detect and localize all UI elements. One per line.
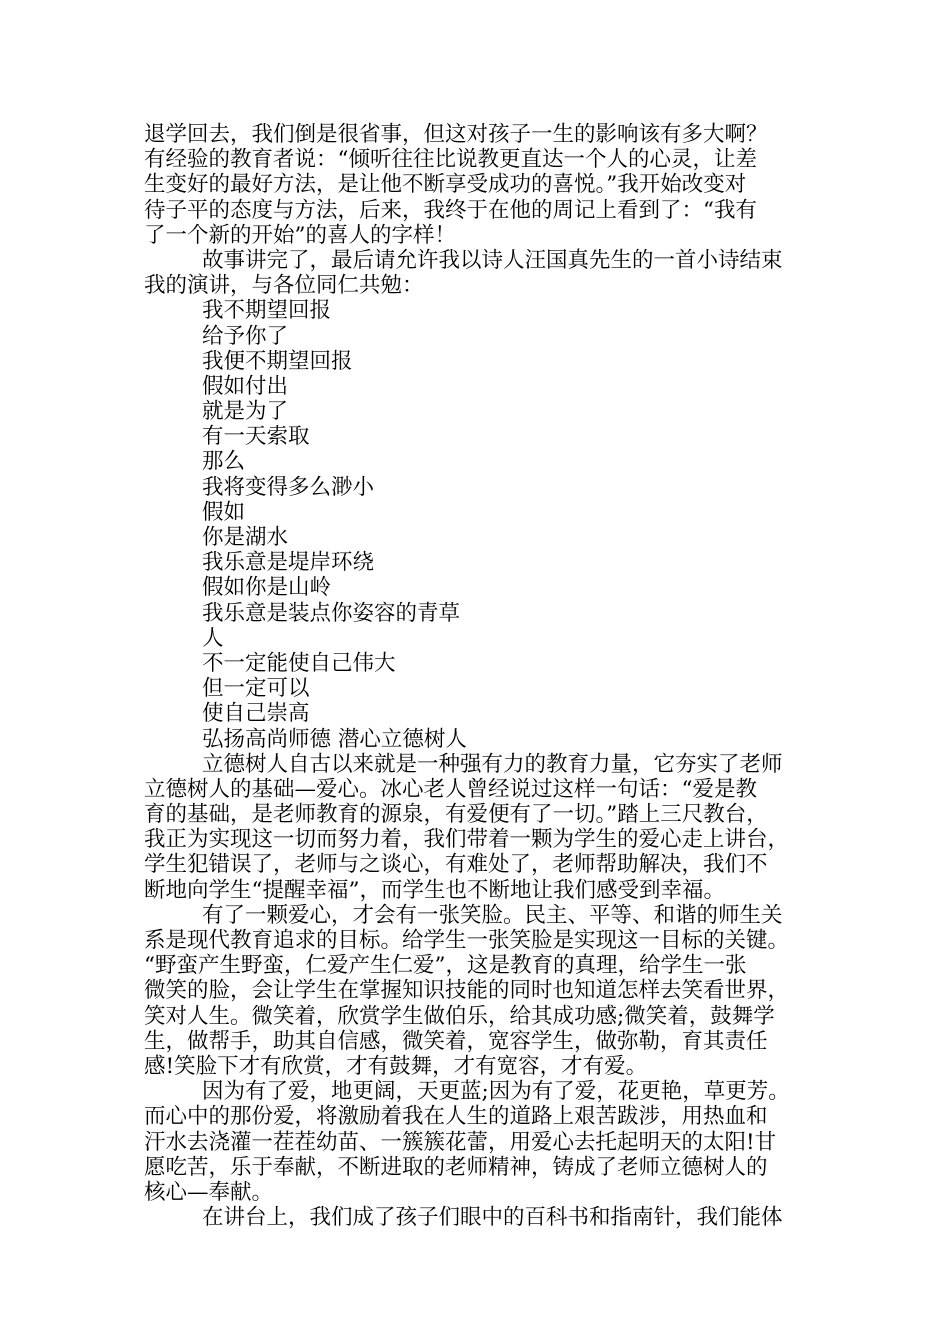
text-line: 待子平的态度与方法，后来，我终于在他的周记上看到了：“我有 <box>144 197 757 223</box>
text-line: 有一天索取 <box>202 424 310 450</box>
text-line: 假如付出 <box>202 373 289 399</box>
text-line: 微笑的脸，会让学生在掌握知识技能的同时也知道怎样去笑看世界， <box>144 978 790 1004</box>
text-line: 汗水去浇灌一茬茬幼苗、一簇簇花蕾，用爱心去托起明天的太阳!甘 <box>144 1129 777 1155</box>
text-line: 那么 <box>202 449 246 475</box>
text-line: 我乐意是装点你姿容的青草 <box>202 600 461 626</box>
text-line: 我将变得多么渺小 <box>202 474 375 500</box>
text-line: 假如 <box>202 499 246 525</box>
text-line: 感!笑脸下才有欣赏，才有鼓舞，才有宽容，才有爱。 <box>144 1053 648 1079</box>
text-line: 给予你了 <box>202 323 289 349</box>
document-body <box>144 122 806 1230</box>
text-line: 断地向学生“提醒幸福”，而学生也不断地让我们感受到幸福。 <box>144 877 725 903</box>
text-line: 假如你是山岭 <box>202 575 332 601</box>
text-line: 在讲台上，我们成了孩子们眼中的百科书和指南针，我们能体 <box>202 1205 783 1231</box>
text-line: 有经验的教育者说：“倾听往往比说教更直达一个人的心灵，让差 <box>144 147 757 173</box>
text-line: 生，做帮手，助其自信感，微笑着，宽容学生，做弥勒，育其责任 <box>144 1028 768 1054</box>
text-line: 我的演讲，与各位同仁共勉： <box>144 273 424 299</box>
text-line: 系是现代教育追求的目标。给学生一张笑脸是实现这一目标的关键。 <box>144 928 790 953</box>
text-line: 因为有了爱，地更阔，天更蓝;因为有了爱，花更艳，草更芳。 <box>202 1079 790 1105</box>
text-line: 而心中的那份爱，将激励着我在人生的道路上艰苦跋涉，用热血和 <box>144 1104 768 1130</box>
text-line: 愿吃苦，乐于奉献，不断进取的老师精神，铸成了老师立德树人的 <box>144 1154 768 1180</box>
text-line: 你是湖水 <box>202 525 289 550</box>
text-line: 生变好的最好方法，是让他不断享受成功的喜悦。”我开始改变对 <box>144 172 747 198</box>
text-line: 故事讲完了，最后请允许我以诗人汪国真先生的一首小诗结束 <box>202 247 783 273</box>
text-line: 立德树人的基础—爱心。冰心老人曾经说过这样一句话：“爱是教 <box>144 776 757 802</box>
text-line: 我便不期望回报 <box>202 348 353 374</box>
text-line: 育的基础，是老师教育的源泉，有爱便有了一切。”踏上三尺教台， <box>144 802 768 828</box>
text-line: 不一定能使自己伟大 <box>202 650 396 676</box>
text-line: 但一定可以 <box>202 676 310 702</box>
text-line: 就是为了 <box>202 399 289 425</box>
text-line: 我乐意是堤岸环绕 <box>202 550 375 576</box>
text-line: 了一个新的开始”的喜人的字样！ <box>144 222 456 248</box>
text-line: 立德树人自古以来就是一种强有力的教育力量，它夯实了老师 <box>202 751 783 777</box>
text-line: 学生犯错误了，老师与之谈心，有难处了，老师帮助解决，我们不 <box>144 852 768 878</box>
text-line: 我不期望回报 <box>202 298 332 324</box>
text-line: 使自己崇高 <box>202 701 310 727</box>
text-line: 笑对人生。微笑着，欣赏学生做伯乐，给其成功感;微笑着，鼓舞学 <box>144 1003 775 1029</box>
text-line: 人 <box>202 625 224 651</box>
text-line: 核心—奉献。 <box>144 1179 274 1205</box>
text-line: 我正为实现这一切而努力着，我们带着一颗为学生的爱心走上讲台， <box>144 827 790 853</box>
text-line: 弘扬高尚师德 潜心立德树人 <box>202 726 467 752</box>
text-line: 退学回去，我们倒是很省事，但这对孩子一生的影响该有多大啊？ <box>144 122 768 147</box>
text-line: 有了一颗爱心，才会有一张笑脸。民主、平等、和谐的师生关 <box>202 902 783 928</box>
text-line: “野蛮产生野蛮，仁爱产生仁爱”，这是教育的真理，给学生一张 <box>144 953 747 979</box>
